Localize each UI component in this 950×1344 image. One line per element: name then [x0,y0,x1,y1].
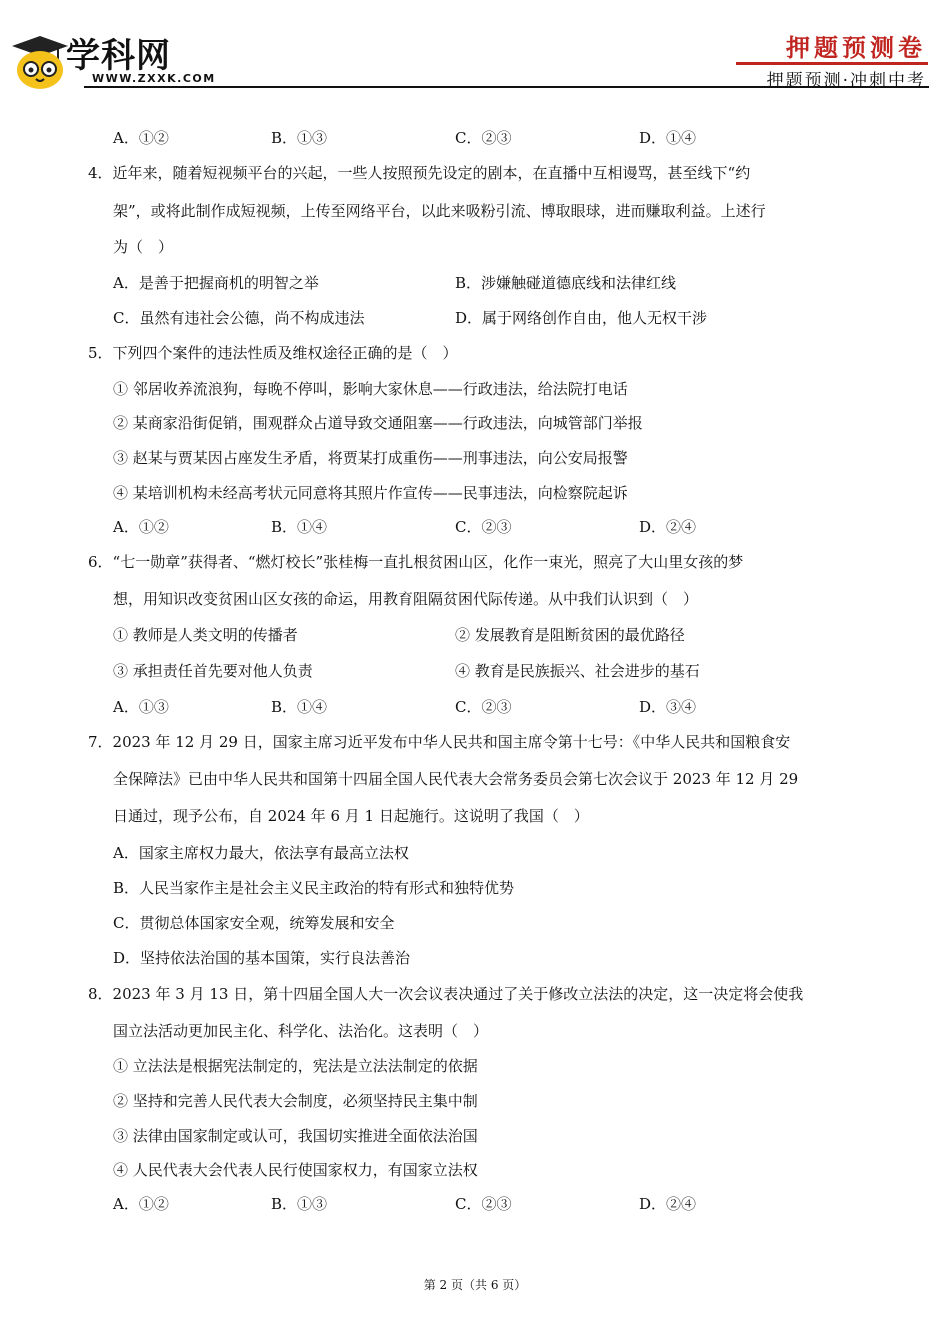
q6-option-a: A．①③ [113,698,169,716]
q7-option-b: B．人民当家作主是社会主义民主政治的特有形式和独特优势 [113,879,515,897]
q8-option-c: C．②③ [455,1195,512,1213]
q8-option-a: A．①② [113,1195,169,1213]
q5-option-d: D．②④ [639,518,697,536]
q4-option-a: A．是善于把握商机的明智之举 [113,274,319,292]
q8-stem-line-2: 国立法活动更加民主化、科学化、法治化。这表明（ ） [113,1022,489,1040]
q3-option-c: C．②③ [455,129,512,147]
q7-option-c: C．贯彻总体国家安全观，统筹发展和安全 [113,914,395,932]
q6-option-b: B．①④ [271,698,328,716]
q7-option-a: A．国家主席权力最大，依法享有最高立法权 [113,844,409,862]
q8-statement-1: ① 立法法是根据宪法制定的，宪法是立法法制定的依据 [113,1057,478,1075]
brand-url: WWW.ZXXK.COM [92,72,216,85]
q8-statement-2: ② 坚持和完善人民代表大会制度，必须坚持民主集中制 [113,1092,478,1110]
q8-option-b: B．①③ [271,1195,328,1213]
q6-statement-1: ① 教师是人类文明的传播者 [113,626,298,644]
q7-stem-line-1: 7．2023 年 12 月 29 日，国家主席习近平发布中华人民共和国主席令第十七号：《中华人民共和国粮食安 [88,733,791,751]
exam-tag-underline [736,62,928,65]
q5-statement-4: ④ 某培训机构未经高考状元同意将其照片作宣传——民事违法，向检察院起诉 [113,484,628,502]
q5-option-c: C．②③ [455,518,512,536]
q3-option-d: D．①④ [639,129,697,147]
q3-option-a: A．①② [113,129,169,147]
page-number: 第 2 页（共 6 页） [423,1278,527,1292]
q7-stem-line-3: 日通过，现予公布，自 2024 年 6 月 1 日起施行。这说明了我国（ ） [113,807,589,825]
q8-statement-4: ④ 人民代表大会代表人民行使国家权力，有国家立法权 [113,1161,478,1179]
q6-statement-3: ③ 承担责任首先要对他人负责 [113,662,313,680]
q8-option-d: D．②④ [639,1195,697,1213]
q8-statement-3: ③ 法律由国家制定或认可，我国切实推进全面依法治国 [113,1127,478,1145]
q3-option-b: B．①③ [271,129,328,147]
q5-statement-2: ② 某商家沿街促销，围观群众占道导致交通阻塞——行政违法，向城管部门举报 [113,414,643,432]
q6-stem-line-2: 想，用知识改变贫困山区女孩的命运，用教育阻隔贫困代际传递。从中我们认识到（ ） [113,590,699,608]
owl-mascot-icon [10,32,70,90]
q4-option-c: C．虽然有违社会公德，尚不构成违法 [113,309,365,327]
q4-stem-line-3: 为（ ） [113,238,174,256]
q4-option-d: D．属于网络创作自由，他人无权干涉 [455,309,708,327]
q8-stem-line-1: 8．2023 年 3 月 13 日，第十四届全国人大一次会议表决通过了关于修改立法法的决定，这一决定将会使我 [88,985,804,1003]
q6-stem-line-1: 6．“七一勋章”获得者、“燃灯校长”张桂梅一直扎根贫困山区，化作一束光，照亮了大山里女孩的梦 [88,553,744,571]
q6-statement-2: ② 发展教育是阻断贫困的最优路径 [455,626,685,644]
q5-option-a: A．①② [113,518,169,536]
q7-stem-line-2: 全保障法》已由中华人民共和国第十四届全国人民代表大会常务委员会第七次会议于 2023 年 12 月 29 [113,770,799,788]
q6-option-d: D．③④ [639,698,697,716]
q6-statement-4: ④ 教育是民族振兴、社会进步的基石 [455,662,700,680]
exam-tag-title: 押题预测卷 [786,34,926,62]
brand-name: 学科网 [66,36,171,76]
q7-option-d: D．坚持依法治国的基本国策，实行良法善治 [113,949,411,967]
exam-tag-subtitle: 押题预测·冲刺中考 [766,71,926,91]
q5-option-b: B．①④ [271,518,328,536]
q4-option-b: B．涉嫌触碰道德底线和法律红线 [455,274,677,292]
q5-statement-3: ③ 赵某与贾某因占座发生矛盾，将贾某打成重伤——刑事违法，向公安局报警 [113,449,628,467]
q5-statement-1: ① 邻居收养流浪狗，每晚不停叫，影响大家休息——行政违法，给法院打电话 [113,380,628,398]
q4-stem-line-1: 4．近年来，随着短视频平台的兴起，一些人按照预先设定的剧本，在直播中互相谩骂，甚至线下“约 [88,164,751,182]
q5-stem: 5．下列四个案件的违法性质及维权途径正确的是（ ） [88,344,458,362]
q4-stem-line-2: 架”，或将此制作成短视频，上传至网络平台，以此来吸粉引流、博取眼球，进而赚取利益。上述行 [113,202,766,220]
page-header [0,0,950,100]
q6-option-c: C．②③ [455,698,512,716]
